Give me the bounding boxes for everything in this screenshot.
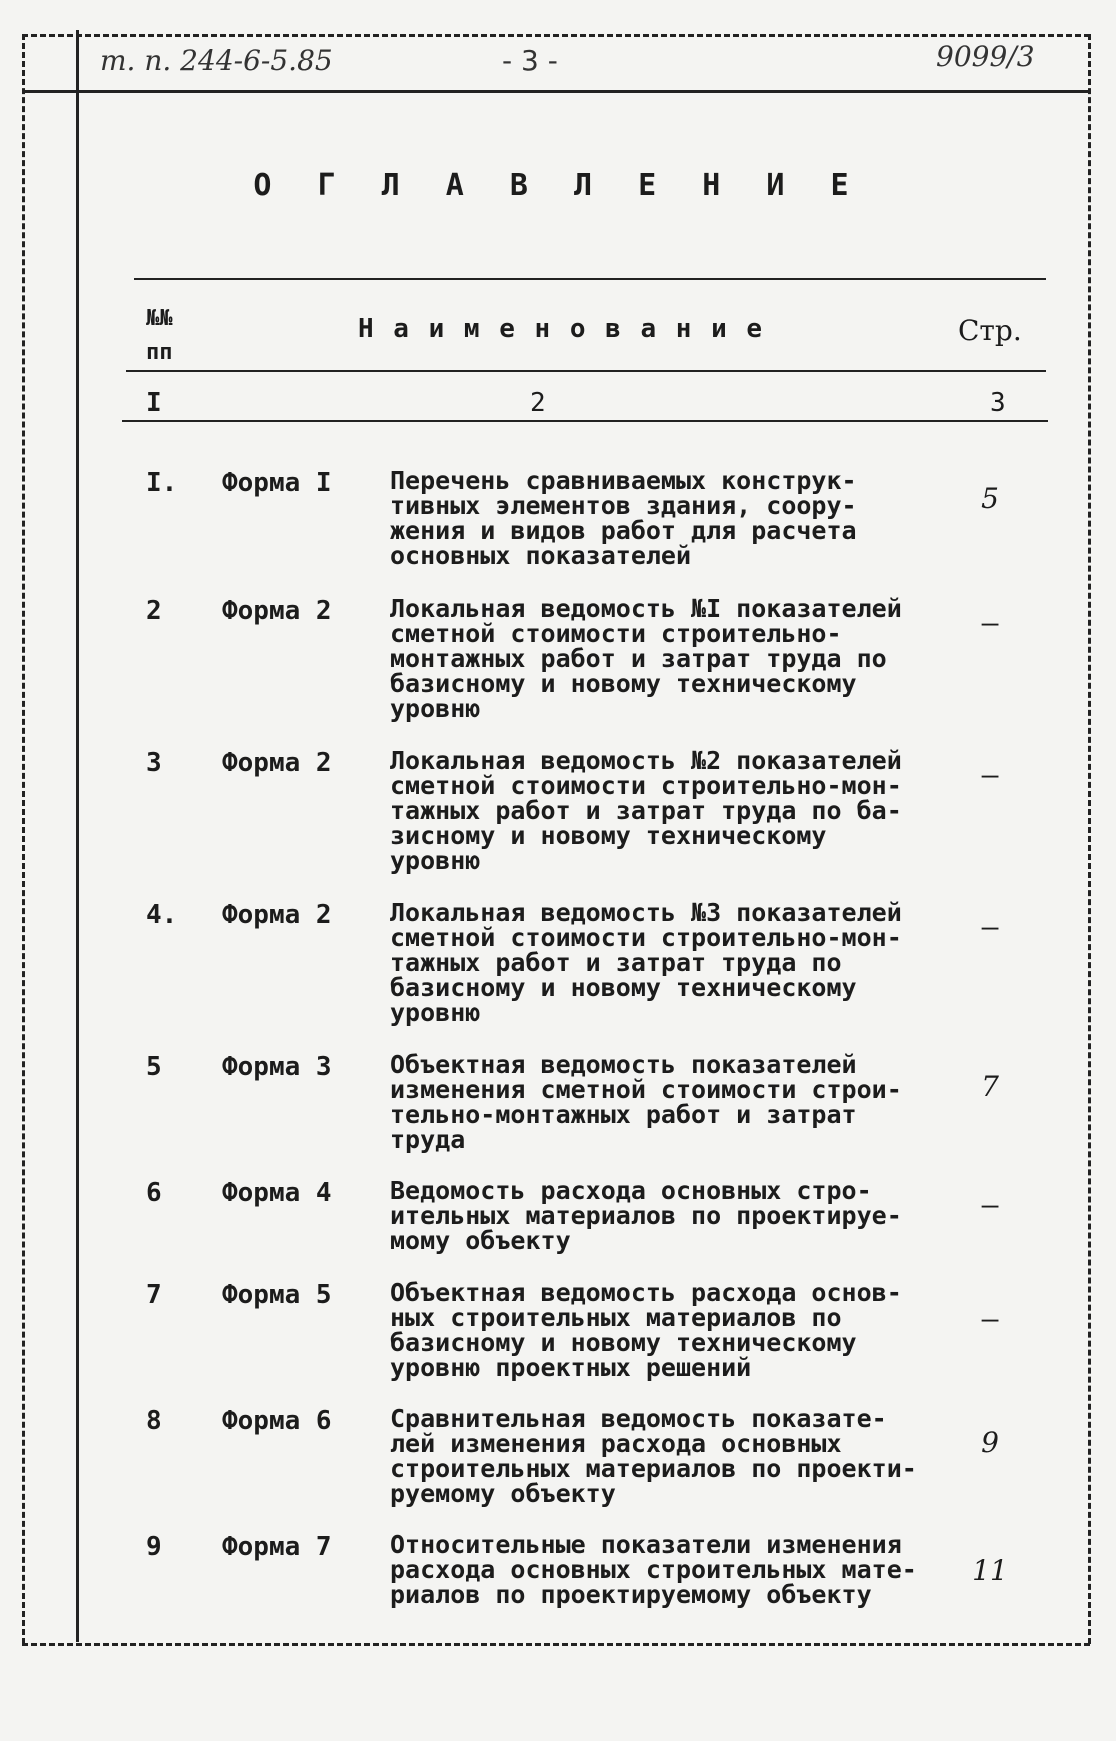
frame-inner-left-border — [76, 30, 79, 1642]
row-description: Перечень сравниваемых конструк- тивных элементов здания, соору- жения и видов работ для расчета основных показателей — [390, 466, 857, 570]
column-header-name: Н а и м е н о в а н и е — [358, 314, 765, 344]
row-form: Форма 2 — [222, 596, 332, 626]
inventory-number: 9099/3 — [936, 40, 1035, 73]
frame-right-border — [1088, 34, 1091, 1644]
header-divider — [22, 90, 1090, 93]
frame-top-border — [22, 34, 1090, 37]
row-number: 4. — [146, 900, 178, 930]
page-number: - 3 - — [502, 44, 558, 77]
row-description: Локальная ведомость №2 показателей сметной стоимости строительно-мон- тажных работ и затрат труда по ба- зисному и новому техническому уровню — [390, 746, 902, 875]
row-description: Относительные показатели изменения расхода основных строительных мате- риалов по проектируемому объекту — [390, 1530, 917, 1609]
table-header-rule — [126, 370, 1046, 372]
row-number: 2 — [146, 596, 162, 626]
row-number: 5 — [146, 1052, 162, 1082]
row-form: Форма 6 — [222, 1406, 332, 1436]
row-number: 8 — [146, 1406, 162, 1436]
row-page: 7 — [981, 1070, 999, 1103]
table-index-rule — [122, 420, 1048, 422]
row-page: – — [981, 910, 999, 943]
row-form: Форма 2 — [222, 748, 332, 778]
row-number: 7 — [146, 1280, 162, 1310]
column-header-page: Стр. — [958, 314, 1022, 347]
row-description: Ведомость расхода основных стро- ительных материалов по проектируе- мому объекту — [390, 1176, 902, 1255]
column-index-1: I — [146, 388, 162, 418]
row-number: 6 — [146, 1178, 162, 1208]
row-number: 9 — [146, 1532, 162, 1562]
row-page: 11 — [972, 1554, 1008, 1587]
row-description: Объектная ведомость расхода основ- ных строительных материалов по базисному и новому техническому уровню проектных решений — [390, 1278, 902, 1382]
row-description: Объектная ведомость показателей изменения сметной стоимости строи- тельно-монтажных работ и затрат труда — [390, 1050, 902, 1154]
row-description: Локальная ведомость №3 показателей сметной стоимости строительно-мон- тажных работ и затрат труда по базисному и новому техническому уровню — [390, 898, 902, 1027]
row-page: – — [981, 606, 999, 639]
column-index-3: 3 — [990, 388, 1006, 418]
row-page: 5 — [981, 482, 999, 515]
row-form: Форма 2 — [222, 900, 332, 930]
table-top-rule — [134, 278, 1046, 280]
row-number: I. — [146, 468, 178, 498]
row-form: Форма I — [222, 468, 332, 498]
row-form: Форма 7 — [222, 1532, 332, 1562]
frame-left-border — [22, 34, 25, 1644]
column-index-2: 2 — [530, 388, 546, 418]
page-title: О Г Л А В Л Е Н И Е — [253, 168, 863, 203]
row-form: Форма 4 — [222, 1178, 332, 1208]
row-description: Локальная ведомость №I показателей сметной стоимости строительно- монтажных работ и затрат труда по базисному и новому техническому уровню — [390, 594, 902, 723]
row-page: – — [981, 758, 999, 791]
column-header-number: №№ пп — [146, 306, 173, 365]
row-page: – — [981, 1302, 999, 1335]
frame-bottom-border — [22, 1643, 1090, 1646]
row-form: Форма 3 — [222, 1052, 332, 1082]
row-number: 3 — [146, 748, 162, 778]
row-page: – — [981, 1188, 999, 1221]
row-form: Форма 5 — [222, 1280, 332, 1310]
row-description: Сравнительная ведомость показате- лей изменения расхода основных строительных материалов по проекти- руемому объекту — [390, 1404, 917, 1508]
row-page: 9 — [981, 1426, 999, 1459]
document-reference: т. п. 244-6-5.85 — [100, 44, 333, 77]
